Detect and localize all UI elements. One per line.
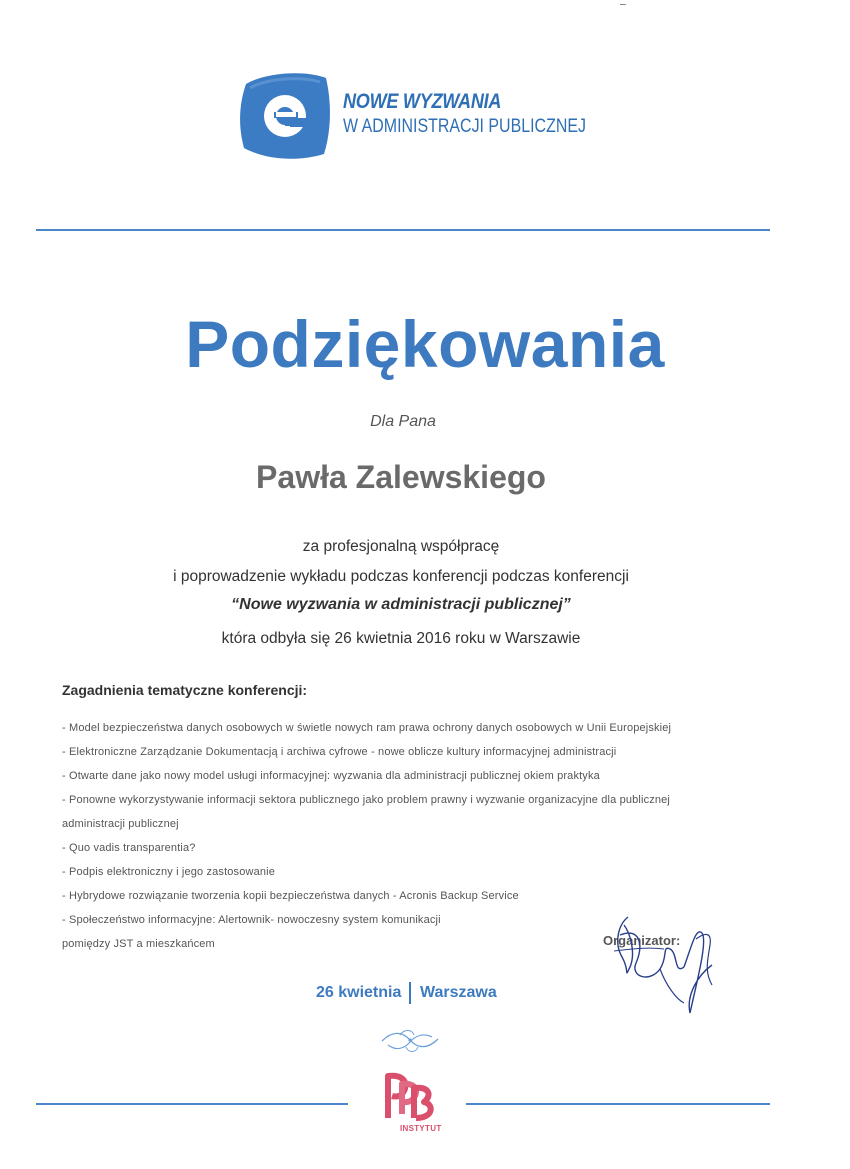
scan-speck — [620, 4, 626, 5]
top-divider — [36, 229, 770, 231]
list-item: pomiędzy JST a mieszkańcem — [62, 938, 215, 950]
institute-label: INSTYTUT — [400, 1124, 442, 1133]
bottom-divider-left — [36, 1103, 348, 1105]
body-line-4: która odbyła się 26 kwietnia 2016 roku w Warszawie — [221, 630, 581, 647]
footer-separator — [409, 982, 411, 1004]
list-item: - Społeczeństwo informacyjne: Alertownik- nowoczesny system komunikacji — [62, 914, 441, 926]
organizer-label: Organizator: — [603, 933, 681, 948]
signature-image — [600, 905, 730, 1020]
list-item: - Quo vadis transparentia? — [62, 842, 196, 854]
list-item: - Model bezpieczeństwa danych osobowych w świetle nowych ram prawa ochrony danych osobowych w Unii Europejskiej — [62, 722, 672, 734]
logo-subtitle: W ADMINISTRACJI PUBLICZNEJ — [343, 116, 586, 137]
ornament-icon — [378, 1025, 442, 1055]
footer-date: 26 kwietnia — [316, 984, 402, 1001]
document-title: Podziękowania — [185, 307, 665, 381]
list-item: administracji publicznej — [62, 818, 179, 830]
body-line-1: za profesjonalną współpracę — [302, 538, 500, 555]
recipient-name: Pawła Zalewskiego — [256, 459, 546, 495]
institute-logo — [380, 1066, 436, 1126]
topics-heading: Zagadnienia tematyczne konferencji: — [62, 682, 308, 698]
body-line-2: i poprowadzenie wykładu podczas konferencji podczas konferencji — [173, 568, 629, 585]
list-item: - Otwarte dane jako nowy model usługi informacyjnej: wyzwania dla administracji publicznej okiem praktyka — [62, 770, 600, 782]
list-item: - Ponowne wykorzystywanie informacji sektora publicznego jako problem prawny i wyzwanie organizacyjne dla publicznej — [62, 794, 671, 806]
logo-title: NOWE WYZWANIA — [343, 90, 502, 113]
bottom-divider-right — [466, 1103, 770, 1105]
conference-name: “Nowe wyzwania w administracji publicznej” — [231, 596, 571, 613]
topics-list — [62, 721, 671, 961]
e-letter-icon — [236, 68, 332, 160]
footer-city: Warszawa — [420, 984, 497, 1001]
dedication: Dla Pana — [370, 413, 436, 430]
list-item: - Elektroniczne Zarządzanie Dokumentacją i archiwa cyfrowe - nowe oblicze kultury informacyjnej administracji — [62, 746, 617, 758]
list-item: - Podpis elektroniczny i jego zastosowanie — [62, 866, 275, 878]
list-item: - Hybrydowe rozwiązanie tworzenia kopii bezpieczeństwa danych - Acronis Backup Service — [62, 890, 519, 902]
